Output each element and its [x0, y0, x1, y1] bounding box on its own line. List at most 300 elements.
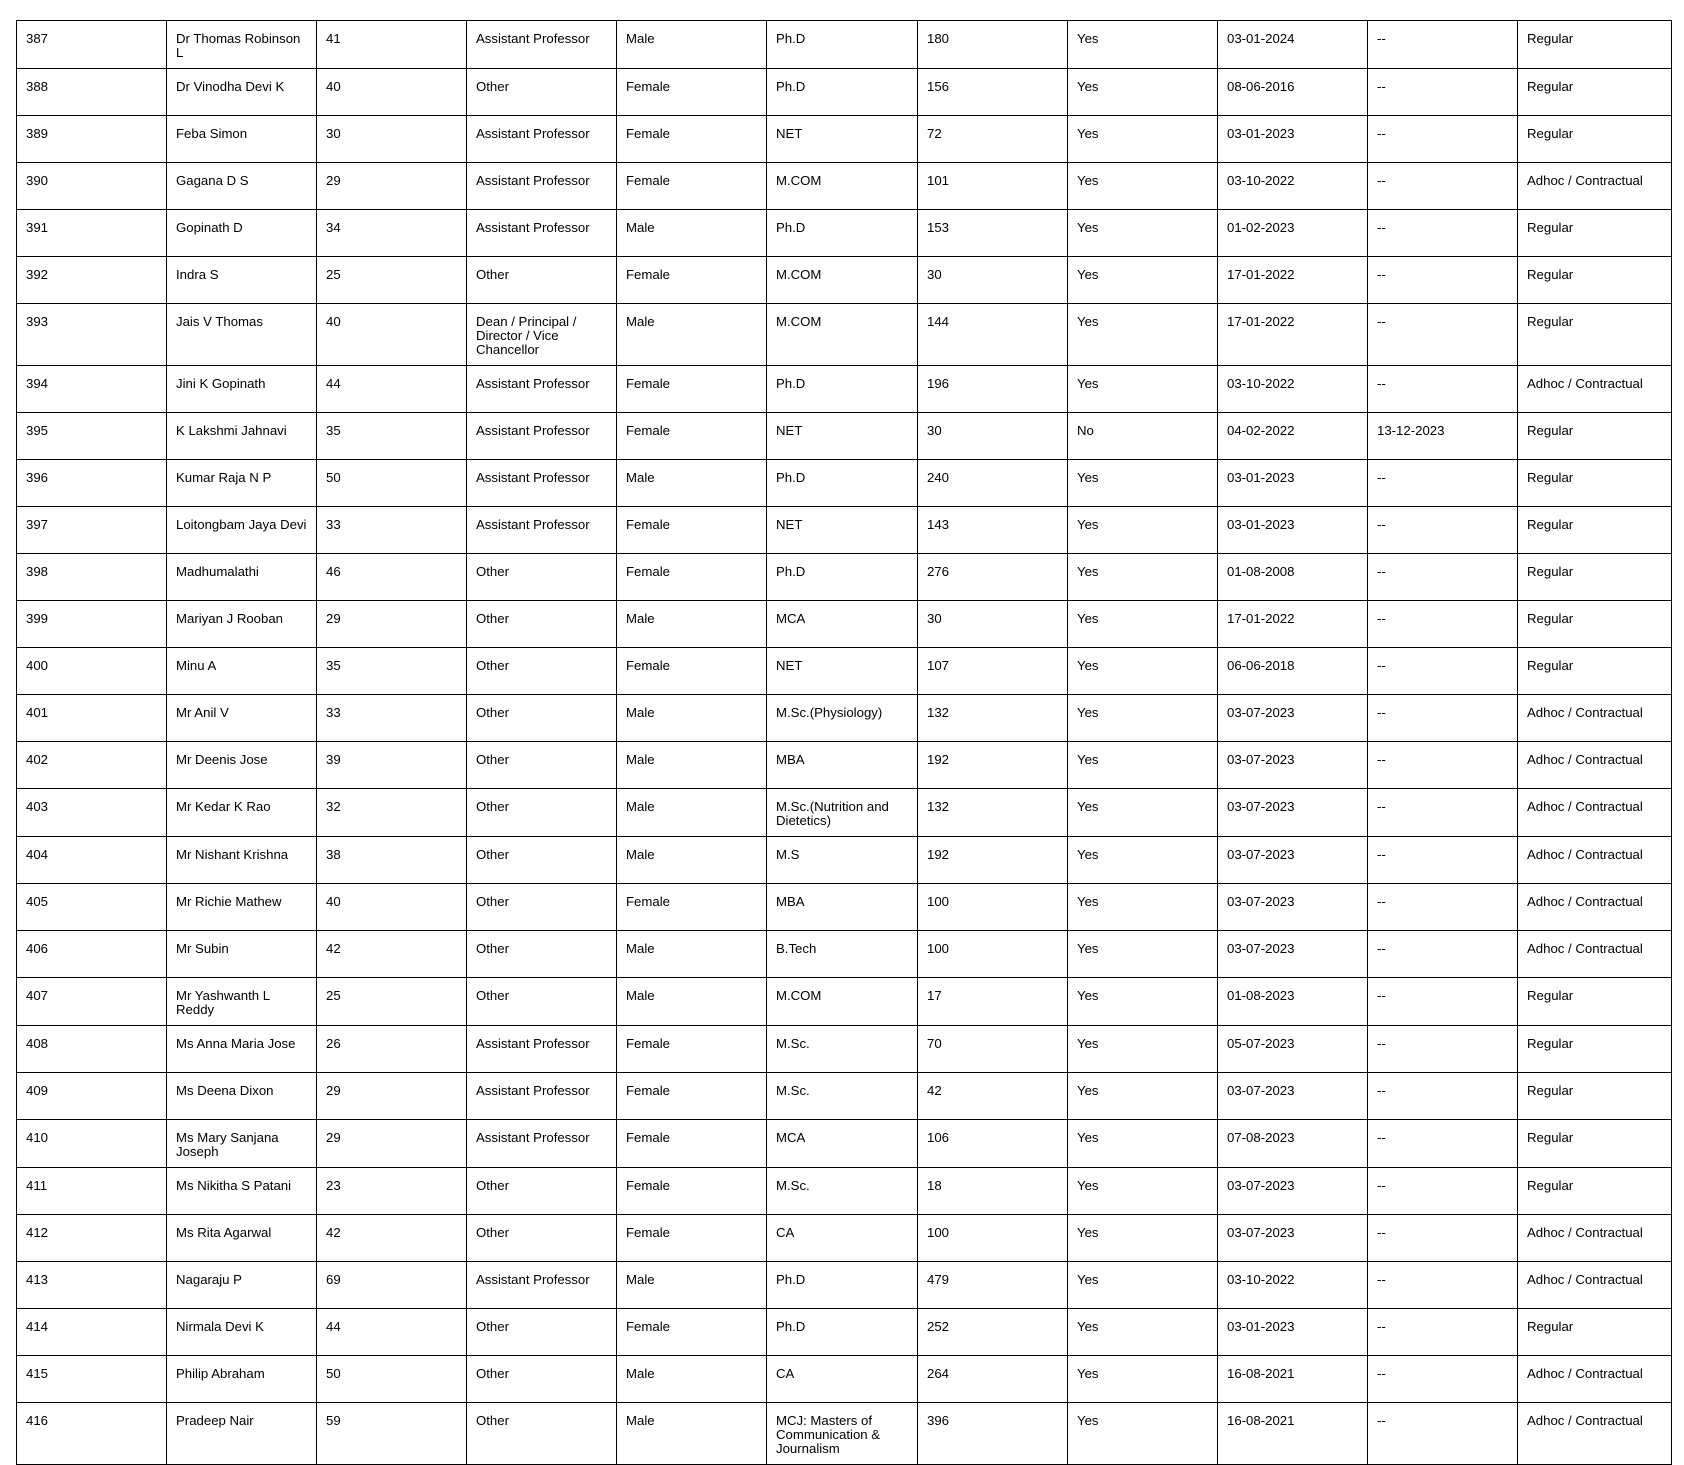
leaving-date-cell: -- — [1368, 366, 1518, 413]
joining-date-cell: 03-07-2023 — [1218, 884, 1368, 931]
experience-cell: 156 — [918, 69, 1068, 116]
joining-date-cell: 07-08-2023 — [1218, 1120, 1368, 1168]
currently-working-cell: Yes — [1068, 1120, 1218, 1168]
qualification-cell: M.Sc. — [767, 1168, 918, 1215]
serial-number-cell: 414 — [17, 1309, 167, 1356]
designation-cell: Assistant Professor — [467, 210, 617, 257]
serial-number-cell: 400 — [17, 648, 167, 695]
table-row — [17, 366, 1672, 413]
designation-cell: Other — [467, 69, 617, 116]
serial-number-cell: 394 — [17, 366, 167, 413]
serial-number-cell: 388 — [17, 69, 167, 116]
qualification-cell: Ph.D — [767, 1309, 918, 1356]
table-row — [17, 978, 1672, 1026]
serial-number-cell: 393 — [17, 304, 167, 366]
joining-date-cell: 03-07-2023 — [1218, 1215, 1368, 1262]
table-row — [17, 601, 1672, 648]
experience-cell: 276 — [918, 554, 1068, 601]
designation-cell: Assistant Professor — [467, 163, 617, 210]
age-cell: 23 — [317, 1168, 467, 1215]
currently-working-cell: Yes — [1068, 554, 1218, 601]
leaving-date-cell: -- — [1368, 1262, 1518, 1309]
age-cell: 50 — [317, 1356, 467, 1403]
appointment-nature-cell: Adhoc / Contractual — [1518, 789, 1672, 837]
appointment-nature-cell: Adhoc / Contractual — [1518, 366, 1672, 413]
age-cell: 41 — [317, 21, 467, 69]
currently-working-cell: Yes — [1068, 116, 1218, 163]
designation-cell: Other — [467, 978, 617, 1026]
currently-working-cell: Yes — [1068, 884, 1218, 931]
leaving-date-cell: -- — [1368, 1215, 1518, 1262]
leaving-date-cell: -- — [1368, 1356, 1518, 1403]
qualification-cell: MCJ: Masters of Communication & Journalism — [767, 1403, 918, 1465]
joining-date-cell: 03-07-2023 — [1218, 695, 1368, 742]
name-cell: Mr Kedar K Rao — [167, 789, 317, 837]
joining-date-cell: 04-02-2022 — [1218, 413, 1368, 460]
age-cell: 44 — [317, 366, 467, 413]
name-cell: Ms Anna Maria Jose — [167, 1026, 317, 1073]
appointment-nature-cell: Regular — [1518, 1168, 1672, 1215]
age-cell: 40 — [317, 304, 467, 366]
currently-working-cell: Yes — [1068, 789, 1218, 837]
serial-number-cell: 413 — [17, 1262, 167, 1309]
gender-cell: Male — [617, 1356, 767, 1403]
leaving-date-cell: -- — [1368, 1120, 1518, 1168]
designation-cell: Assistant Professor — [467, 1120, 617, 1168]
leaving-date-cell: -- — [1368, 116, 1518, 163]
table-row — [17, 554, 1672, 601]
serial-number-cell: 405 — [17, 884, 167, 931]
joining-date-cell: 03-07-2023 — [1218, 931, 1368, 978]
table-row — [17, 837, 1672, 884]
table-row — [17, 1309, 1672, 1356]
age-cell: 35 — [317, 648, 467, 695]
gender-cell: Male — [617, 1262, 767, 1309]
currently-working-cell: Yes — [1068, 695, 1218, 742]
gender-cell: Male — [617, 742, 767, 789]
leaving-date-cell: -- — [1368, 69, 1518, 116]
serial-number-cell: 387 — [17, 21, 167, 69]
appointment-nature-cell: Regular — [1518, 69, 1672, 116]
experience-cell: 101 — [918, 163, 1068, 210]
appointment-nature-cell: Regular — [1518, 554, 1672, 601]
name-cell: Philip Abraham — [167, 1356, 317, 1403]
name-cell: Gopinath D — [167, 210, 317, 257]
currently-working-cell: Yes — [1068, 163, 1218, 210]
leaving-date-cell: -- — [1368, 1168, 1518, 1215]
serial-number-cell: 403 — [17, 789, 167, 837]
leaving-date-cell: -- — [1368, 884, 1518, 931]
appointment-nature-cell: Regular — [1518, 210, 1672, 257]
age-cell: 29 — [317, 163, 467, 210]
gender-cell: Male — [617, 1403, 767, 1465]
qualification-cell: Ph.D — [767, 554, 918, 601]
appointment-nature-cell: Regular — [1518, 648, 1672, 695]
table-row — [17, 1403, 1672, 1465]
experience-cell: 196 — [918, 366, 1068, 413]
currently-working-cell: Yes — [1068, 257, 1218, 304]
gender-cell: Female — [617, 1215, 767, 1262]
gender-cell: Male — [617, 931, 767, 978]
gender-cell: Male — [617, 601, 767, 648]
faculty-table — [16, 20, 1672, 1465]
leaving-date-cell: -- — [1368, 1073, 1518, 1120]
designation-cell: Other — [467, 742, 617, 789]
table-row — [17, 884, 1672, 931]
serial-number-cell: 397 — [17, 507, 167, 554]
joining-date-cell: 03-07-2023 — [1218, 1073, 1368, 1120]
designation-cell: Assistant Professor — [467, 366, 617, 413]
appointment-nature-cell: Adhoc / Contractual — [1518, 1215, 1672, 1262]
experience-cell: 106 — [918, 1120, 1068, 1168]
leaving-date-cell: 13-12-2023 — [1368, 413, 1518, 460]
currently-working-cell: Yes — [1068, 1215, 1218, 1262]
table-row — [17, 210, 1672, 257]
appointment-nature-cell: Regular — [1518, 507, 1672, 554]
appointment-nature-cell: Adhoc / Contractual — [1518, 695, 1672, 742]
gender-cell: Female — [617, 1073, 767, 1120]
designation-cell: Assistant Professor — [467, 1073, 617, 1120]
experience-cell: 18 — [918, 1168, 1068, 1215]
name-cell: Ms Rita Agarwal — [167, 1215, 317, 1262]
experience-cell: 107 — [918, 648, 1068, 695]
leaving-date-cell: -- — [1368, 21, 1518, 69]
table-row — [17, 1120, 1672, 1168]
currently-working-cell: Yes — [1068, 366, 1218, 413]
serial-number-cell: 409 — [17, 1073, 167, 1120]
joining-date-cell: 03-07-2023 — [1218, 742, 1368, 789]
currently-working-cell: Yes — [1068, 931, 1218, 978]
serial-number-cell: 389 — [17, 116, 167, 163]
age-cell: 69 — [317, 1262, 467, 1309]
designation-cell: Other — [467, 931, 617, 978]
gender-cell: Male — [617, 837, 767, 884]
currently-working-cell: Yes — [1068, 1073, 1218, 1120]
joining-date-cell: 03-10-2022 — [1218, 366, 1368, 413]
name-cell: Mr Nishant Krishna — [167, 837, 317, 884]
appointment-nature-cell: Regular — [1518, 116, 1672, 163]
table-row — [17, 1262, 1672, 1309]
leaving-date-cell: -- — [1368, 837, 1518, 884]
designation-cell: Other — [467, 1215, 617, 1262]
experience-cell: 144 — [918, 304, 1068, 366]
age-cell: 34 — [317, 210, 467, 257]
experience-cell: 30 — [918, 413, 1068, 460]
appointment-nature-cell: Regular — [1518, 978, 1672, 1026]
joining-date-cell: 03-01-2023 — [1218, 507, 1368, 554]
currently-working-cell: Yes — [1068, 304, 1218, 366]
gender-cell: Female — [617, 69, 767, 116]
name-cell: Indra S — [167, 257, 317, 304]
serial-number-cell: 399 — [17, 601, 167, 648]
qualification-cell: M.COM — [767, 978, 918, 1026]
joining-date-cell: 01-08-2023 — [1218, 978, 1368, 1026]
table-row — [17, 648, 1672, 695]
experience-cell: 17 — [918, 978, 1068, 1026]
joining-date-cell: 16-08-2021 — [1218, 1356, 1368, 1403]
qualification-cell: MCA — [767, 601, 918, 648]
name-cell: Feba Simon — [167, 116, 317, 163]
appointment-nature-cell: Adhoc / Contractual — [1518, 1356, 1672, 1403]
gender-cell: Female — [617, 163, 767, 210]
joining-date-cell: 03-01-2023 — [1218, 116, 1368, 163]
qualification-cell: NET — [767, 648, 918, 695]
qualification-cell: NET — [767, 116, 918, 163]
leaving-date-cell: -- — [1368, 648, 1518, 695]
name-cell: Nirmala Devi K — [167, 1309, 317, 1356]
experience-cell: 192 — [918, 742, 1068, 789]
name-cell: Nagaraju P — [167, 1262, 317, 1309]
leaving-date-cell: -- — [1368, 601, 1518, 648]
currently-working-cell: Yes — [1068, 460, 1218, 507]
appointment-nature-cell: Adhoc / Contractual — [1518, 1403, 1672, 1465]
experience-cell: 180 — [918, 21, 1068, 69]
appointment-nature-cell: Adhoc / Contractual — [1518, 1262, 1672, 1309]
leaving-date-cell: -- — [1368, 742, 1518, 789]
experience-cell: 100 — [918, 931, 1068, 978]
gender-cell: Male — [617, 304, 767, 366]
gender-cell: Female — [617, 554, 767, 601]
joining-date-cell: 03-07-2023 — [1218, 1168, 1368, 1215]
gender-cell: Female — [617, 1120, 767, 1168]
serial-number-cell: 402 — [17, 742, 167, 789]
gender-cell: Female — [617, 1026, 767, 1073]
age-cell: 38 — [317, 837, 467, 884]
leaving-date-cell: -- — [1368, 789, 1518, 837]
leaving-date-cell: -- — [1368, 304, 1518, 366]
qualification-cell: Ph.D — [767, 1262, 918, 1309]
joining-date-cell: 01-02-2023 — [1218, 210, 1368, 257]
gender-cell: Female — [617, 1309, 767, 1356]
serial-number-cell: 412 — [17, 1215, 167, 1262]
currently-working-cell: Yes — [1068, 1309, 1218, 1356]
designation-cell: Other — [467, 601, 617, 648]
experience-cell: 252 — [918, 1309, 1068, 1356]
serial-number-cell: 410 — [17, 1120, 167, 1168]
designation-cell: Other — [467, 1309, 617, 1356]
serial-number-cell: 404 — [17, 837, 167, 884]
experience-cell: 42 — [918, 1073, 1068, 1120]
name-cell: Ms Nikitha S Patani — [167, 1168, 317, 1215]
appointment-nature-cell: Adhoc / Contractual — [1518, 884, 1672, 931]
experience-cell: 264 — [918, 1356, 1068, 1403]
experience-cell: 396 — [918, 1403, 1068, 1465]
name-cell: Mariyan J Rooban — [167, 601, 317, 648]
name-cell: Ms Mary Sanjana Joseph — [167, 1120, 317, 1168]
qualification-cell: B.Tech — [767, 931, 918, 978]
currently-working-cell: Yes — [1068, 978, 1218, 1026]
appointment-nature-cell: Adhoc / Contractual — [1518, 931, 1672, 978]
currently-working-cell: Yes — [1068, 1026, 1218, 1073]
joining-date-cell: 03-10-2022 — [1218, 1262, 1368, 1309]
currently-working-cell: Yes — [1068, 69, 1218, 116]
appointment-nature-cell: Regular — [1518, 1073, 1672, 1120]
qualification-cell: Ph.D — [767, 69, 918, 116]
experience-cell: 132 — [918, 789, 1068, 837]
experience-cell: 240 — [918, 460, 1068, 507]
leaving-date-cell: -- — [1368, 1403, 1518, 1465]
designation-cell: Assistant Professor — [467, 21, 617, 69]
qualification-cell: M.Sc. — [767, 1026, 918, 1073]
designation-cell: Assistant Professor — [467, 1262, 617, 1309]
qualification-cell: Ph.D — [767, 210, 918, 257]
table-row — [17, 69, 1672, 116]
experience-cell: 100 — [918, 884, 1068, 931]
gender-cell: Male — [617, 21, 767, 69]
currently-working-cell: Yes — [1068, 601, 1218, 648]
table-row — [17, 1073, 1672, 1120]
qualification-cell: MCA — [767, 1120, 918, 1168]
qualification-cell: CA — [767, 1356, 918, 1403]
leaving-date-cell: -- — [1368, 1026, 1518, 1073]
table-row — [17, 304, 1672, 366]
age-cell: 25 — [317, 978, 467, 1026]
qualification-cell: M.Sc.(Nutrition and Dietetics) — [767, 789, 918, 837]
joining-date-cell: 17-01-2022 — [1218, 601, 1368, 648]
joining-date-cell: 03-01-2023 — [1218, 1309, 1368, 1356]
qualification-cell: CA — [767, 1215, 918, 1262]
serial-number-cell: 416 — [17, 1403, 167, 1465]
currently-working-cell: Yes — [1068, 1168, 1218, 1215]
currently-working-cell: Yes — [1068, 1262, 1218, 1309]
name-cell: Jini K Gopinath — [167, 366, 317, 413]
qualification-cell: Ph.D — [767, 21, 918, 69]
table-row — [17, 163, 1672, 210]
gender-cell: Female — [617, 116, 767, 163]
designation-cell: Assistant Professor — [467, 116, 617, 163]
table-body — [17, 21, 1672, 1465]
age-cell: 59 — [317, 1403, 467, 1465]
appointment-nature-cell: Regular — [1518, 21, 1672, 69]
gender-cell: Male — [617, 695, 767, 742]
serial-number-cell: 396 — [17, 460, 167, 507]
joining-date-cell: 06-06-2018 — [1218, 648, 1368, 695]
gender-cell: Female — [617, 366, 767, 413]
qualification-cell: M.S — [767, 837, 918, 884]
leaving-date-cell: -- — [1368, 507, 1518, 554]
designation-cell: Other — [467, 695, 617, 742]
currently-working-cell: Yes — [1068, 837, 1218, 884]
designation-cell: Other — [467, 1356, 617, 1403]
age-cell: 30 — [317, 116, 467, 163]
qualification-cell: MBA — [767, 884, 918, 931]
serial-number-cell: 395 — [17, 413, 167, 460]
leaving-date-cell: -- — [1368, 257, 1518, 304]
joining-date-cell: 01-08-2008 — [1218, 554, 1368, 601]
designation-cell: Other — [467, 1168, 617, 1215]
appointment-nature-cell: Adhoc / Contractual — [1518, 742, 1672, 789]
age-cell: 35 — [317, 413, 467, 460]
appointment-nature-cell: Regular — [1518, 460, 1672, 507]
serial-number-cell: 401 — [17, 695, 167, 742]
experience-cell: 153 — [918, 210, 1068, 257]
leaving-date-cell: -- — [1368, 931, 1518, 978]
joining-date-cell: 08-06-2016 — [1218, 69, 1368, 116]
joining-date-cell: 17-01-2022 — [1218, 257, 1368, 304]
joining-date-cell: 03-10-2022 — [1218, 163, 1368, 210]
leaving-date-cell: -- — [1368, 978, 1518, 1026]
table-row — [17, 1356, 1672, 1403]
age-cell: 29 — [317, 1073, 467, 1120]
experience-cell: 192 — [918, 837, 1068, 884]
table-row — [17, 789, 1672, 837]
age-cell: 25 — [317, 257, 467, 304]
table-row — [17, 116, 1672, 163]
currently-working-cell: Yes — [1068, 21, 1218, 69]
leaving-date-cell: -- — [1368, 460, 1518, 507]
age-cell: 42 — [317, 1215, 467, 1262]
table-row — [17, 507, 1672, 554]
appointment-nature-cell: Regular — [1518, 304, 1672, 366]
age-cell: 46 — [317, 554, 467, 601]
name-cell: Dr Thomas Robinson L — [167, 21, 317, 69]
table-row — [17, 1168, 1672, 1215]
age-cell: 29 — [317, 1120, 467, 1168]
name-cell: Loitongbam Jaya Devi — [167, 507, 317, 554]
name-cell: Jais V Thomas — [167, 304, 317, 366]
joining-date-cell: 03-01-2023 — [1218, 460, 1368, 507]
leaving-date-cell: -- — [1368, 554, 1518, 601]
experience-cell: 479 — [918, 1262, 1068, 1309]
leaving-date-cell: -- — [1368, 1309, 1518, 1356]
experience-cell: 143 — [918, 507, 1068, 554]
age-cell: 26 — [317, 1026, 467, 1073]
table-row — [17, 21, 1672, 69]
currently-working-cell: Yes — [1068, 210, 1218, 257]
designation-cell: Dean / Principal / Director / Vice Chancellor — [467, 304, 617, 366]
gender-cell: Female — [617, 507, 767, 554]
currently-working-cell: Yes — [1068, 1356, 1218, 1403]
currently-working-cell: Yes — [1068, 648, 1218, 695]
gender-cell: Male — [617, 460, 767, 507]
gender-cell: Male — [617, 978, 767, 1026]
table-row — [17, 1026, 1672, 1073]
joining-date-cell: 05-07-2023 — [1218, 1026, 1368, 1073]
gender-cell: Male — [617, 789, 767, 837]
appointment-nature-cell: Regular — [1518, 1026, 1672, 1073]
age-cell: 29 — [317, 601, 467, 648]
age-cell: 33 — [317, 695, 467, 742]
designation-cell: Other — [467, 257, 617, 304]
table-row — [17, 460, 1672, 507]
designation-cell: Other — [467, 1403, 617, 1465]
qualification-cell: Ph.D — [767, 366, 918, 413]
name-cell: Mr Yashwanth L Reddy — [167, 978, 317, 1026]
experience-cell: 132 — [918, 695, 1068, 742]
serial-number-cell: 398 — [17, 554, 167, 601]
name-cell: Pradeep Nair — [167, 1403, 317, 1465]
name-cell: K Lakshmi Jahnavi — [167, 413, 317, 460]
gender-cell: Female — [617, 413, 767, 460]
qualification-cell: NET — [767, 507, 918, 554]
age-cell: 40 — [317, 884, 467, 931]
qualification-cell: M.COM — [767, 163, 918, 210]
name-cell: Minu A — [167, 648, 317, 695]
serial-number-cell: 408 — [17, 1026, 167, 1073]
appointment-nature-cell: Adhoc / Contractual — [1518, 163, 1672, 210]
leaving-date-cell: -- — [1368, 210, 1518, 257]
experience-cell: 30 — [918, 257, 1068, 304]
serial-number-cell: 407 — [17, 978, 167, 1026]
qualification-cell: Ph.D — [767, 460, 918, 507]
serial-number-cell: 392 — [17, 257, 167, 304]
gender-cell: Male — [617, 210, 767, 257]
designation-cell: Assistant Professor — [467, 413, 617, 460]
gender-cell: Female — [617, 648, 767, 695]
age-cell: 33 — [317, 507, 467, 554]
age-cell: 50 — [317, 460, 467, 507]
serial-number-cell: 391 — [17, 210, 167, 257]
